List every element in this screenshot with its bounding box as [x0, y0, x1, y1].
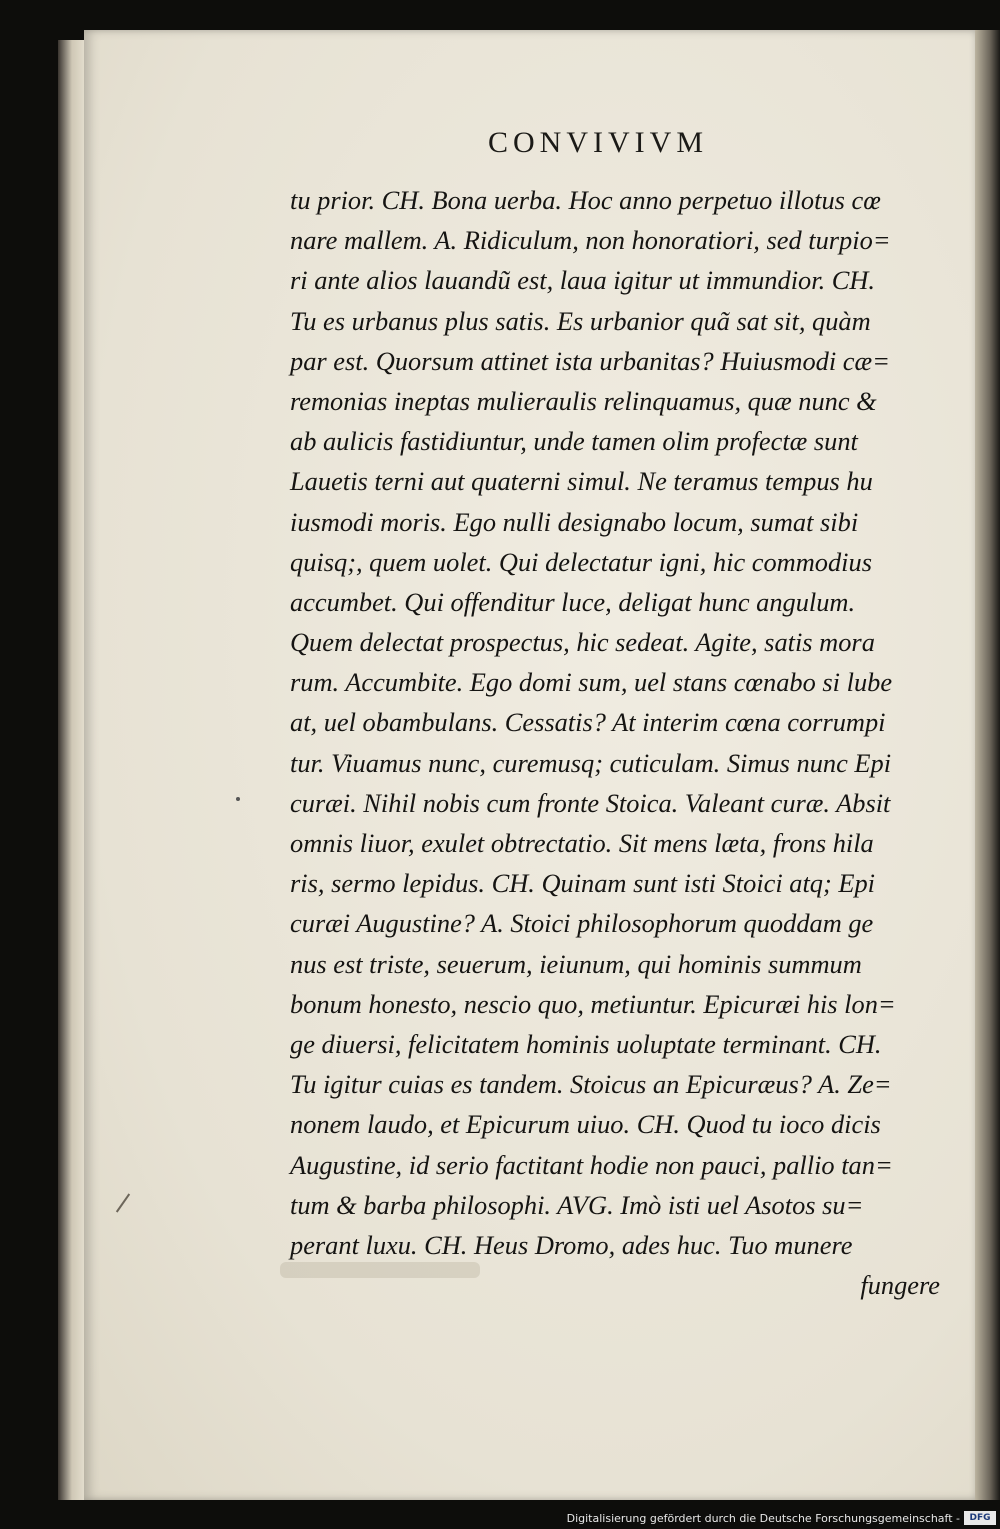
- text-line: par est. Quorsum attinet ista urbanitas? Huiusmodi cæ=: [290, 345, 890, 376]
- text-line: ris, sermo lepidus. CH. Quinam sunt isti Stoici atq; Epi: [290, 868, 876, 899]
- text-line: iusmodi moris. Ego nulli designabo locum, sumat sibi: [290, 506, 859, 537]
- text-line: bonum honesto, nescio quo, metiuntur. Epicuræi his lon=: [290, 988, 896, 1019]
- text-line: Tu es urbanus plus satis. Es urbanior quã sat sit, quàm: [290, 305, 871, 336]
- book-right-edge: [975, 30, 1000, 1500]
- text-line: perant luxu. CH. Heus Dromo, ades huc. Tuo munere: [290, 1229, 853, 1260]
- text-line: nare mallem. A. Ridiculum, non honoratiori, sed turpio=: [290, 225, 891, 256]
- text-line: Augustine, id serio factitant hodie non pauci, pallio tan=: [290, 1149, 893, 1180]
- running-head: CONVIVIVM: [488, 126, 708, 159]
- text-line: rum. Accumbite. Ego domi sum, uel stans cœnabo si lube: [290, 667, 893, 698]
- text-line: curæi Augustine? A. Stoici philosophorum quoddam ge: [290, 908, 874, 939]
- text-line: tu prior. CH. Bona uerba. Hoc anno perpetuo illotus cœ: [290, 185, 881, 215]
- text-line: Lauetis terni aut quaterni simul. Ne teramus tempus hu: [290, 466, 873, 497]
- text-line: curæi. Nihil nobis cum fronte Stoica. Valeant curæ. Absit: [290, 787, 891, 818]
- text-line: nonem laudo, et Epicurum uiuo. CH. Quod tu ioco dicis: [290, 1109, 881, 1140]
- body-text: [290, 180, 940, 1305]
- catchword: fungere: [860, 1270, 940, 1301]
- text-line: Tu igitur cuias es tandem. Stoicus an Epicuræus? A. Ze=: [290, 1069, 892, 1100]
- text-line: quisq;, quem uolet. Qui delectatur igni, hic commodius: [290, 546, 872, 577]
- text-line: accumbet. Qui offenditur luce, deligat hunc angulum.: [290, 586, 856, 617]
- show-through-smudge: [280, 1262, 480, 1278]
- text-line: tur. Viuamus nunc, curemusq; cuticulam. Simus nunc Epi: [290, 747, 892, 778]
- funding-notice: Digitalisierung gefördert durch die Deutsche Forschungsgemeinschaft -: [566, 1512, 960, 1525]
- text-line: omnis liuor, exulet obtrectatio. Sit mens læta, frons hila: [290, 828, 874, 858]
- text-line: ab aulicis fastidiuntur, unde tamen olim profectæ sunt: [290, 426, 858, 457]
- dfg-logo: DFG: [964, 1511, 996, 1525]
- text-line: Quem delectat prospectus, hic sedeat. Agite, satis mora: [290, 627, 875, 658]
- text-line: ge diuersi, felicitatem hominis uoluptate terminant. CH.: [290, 1028, 882, 1059]
- text-line: ri ante alios lauandũ est, laua igitur ut immundior. CH.: [290, 265, 876, 296]
- text-line: remonias ineptas mulieraulis relinquamus, quæ nunc &: [290, 385, 877, 416]
- text-line: tum & barba philosophi. AVG. Imò isti uel Asotos su=: [290, 1189, 864, 1220]
- text-line: nus est triste, seuerum, ieiunum, qui hominis summum: [290, 948, 862, 979]
- text-line: at, uel obambulans. Cessatis? At interim cœna corrumpi: [290, 707, 886, 738]
- ink-spot: [236, 797, 240, 801]
